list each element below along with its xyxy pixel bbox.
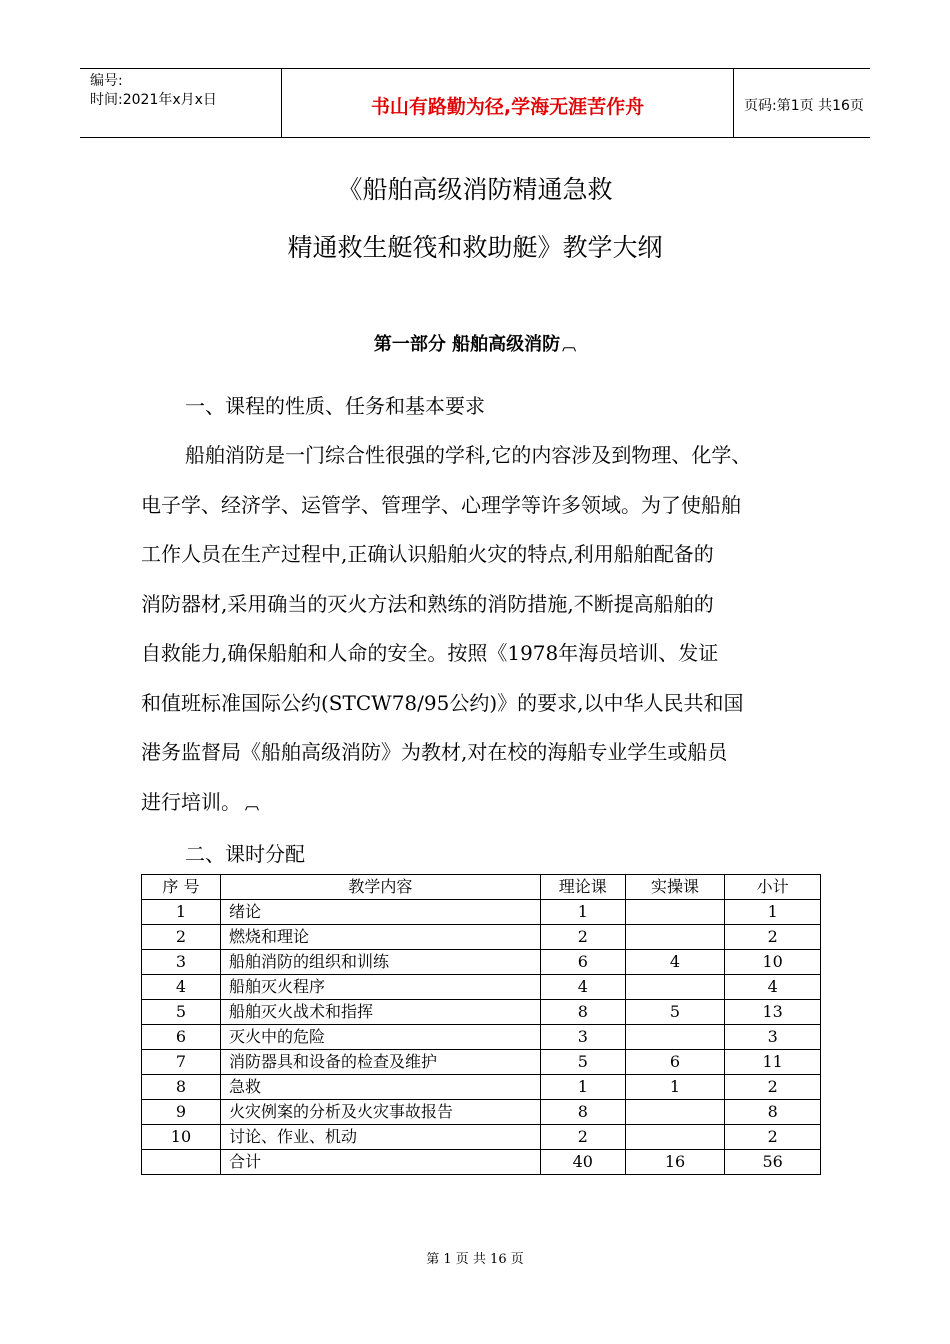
cell-content: 船舶灭火战术和指挥 — [220, 1000, 540, 1025]
table-row — [142, 1050, 821, 1075]
section-heading-1: 一、课程的性质、任务和基本要求 — [185, 394, 485, 418]
cell-subtotal: 13 — [725, 1000, 821, 1025]
cell-content: 合计 — [220, 1150, 540, 1175]
hours-table — [141, 874, 821, 1175]
cell-subtotal: 2 — [725, 1075, 821, 1100]
cell-practice — [625, 1125, 725, 1150]
table-row — [142, 900, 821, 925]
cell-practice — [625, 1100, 725, 1125]
cell-practice: 5 — [625, 1000, 725, 1025]
header-page-info: 页码:第1页 共16页 — [744, 98, 864, 114]
cell-number: 7 — [142, 1050, 221, 1075]
paragraph-line-last — [141, 778, 831, 831]
cell-content: 讨论、作业、机动 — [220, 1125, 540, 1150]
cell-content: 燃烧和理论 — [220, 925, 540, 950]
paragraph-line: 工作人员在生产过程中,正确认识船舶火灾的特点,利用船舶配备的 — [141, 542, 714, 566]
section-heading-2: 二、课时分配 — [185, 842, 305, 866]
table-row — [142, 1125, 821, 1150]
cell-practice: 6 — [625, 1050, 725, 1075]
cell-content: 消防器具和设备的检查及维护 — [220, 1050, 540, 1075]
header-motto: 书山有路勤为径,学海无涯苦作舟 — [281, 69, 734, 137]
col-header-practice: 实操课 — [625, 875, 725, 900]
cell-practice — [625, 1025, 725, 1050]
cell-subtotal: 2 — [725, 925, 821, 950]
part-heading-mark: ︹ — [562, 338, 577, 354]
cell-subtotal: 56 — [725, 1150, 821, 1175]
table-row — [142, 1025, 821, 1050]
col-header-subtotal: 小计 — [725, 875, 821, 900]
cell-number: 2 — [142, 925, 221, 950]
cell-subtotal: 3 — [725, 1025, 821, 1050]
paragraph-line: 船舶消防是一门综合性很强的学科,它的内容涉及到物理、化学、 — [185, 443, 752, 467]
cell-theory: 8 — [540, 1100, 625, 1125]
cell-content: 火灾例案的分析及火灾事故报告 — [220, 1100, 540, 1125]
cell-practice: 16 — [625, 1150, 725, 1175]
part-heading-text: 第一部分 船舶高级消防 — [373, 334, 561, 355]
cell-content: 船舶灭火程序 — [220, 975, 540, 1000]
cell-subtotal: 1 — [725, 900, 821, 925]
cell-number: 9 — [142, 1100, 221, 1125]
header-number: 编号: — [90, 73, 123, 89]
cell-subtotal: 4 — [725, 975, 821, 1000]
cell-subtotal: 11 — [725, 1050, 821, 1075]
cell-theory: 1 — [540, 900, 625, 925]
cell-theory: 4 — [540, 975, 625, 1000]
cell-content: 灭火中的危险 — [220, 1025, 540, 1050]
paragraph-line: 港务监督局《船舶高级消防》为教材,对在校的海船专业学生或船员 — [141, 740, 728, 764]
header-meta — [80, 69, 281, 137]
cell-theory: 3 — [540, 1025, 625, 1050]
paragraph-line: 自救能力,确保船舶和人命的安全。按照《1978年海员培训、发证 — [141, 641, 719, 665]
document-title-line2: 精通救生艇筏和救助艇》教学大纲 — [287, 233, 663, 262]
cell-content: 绪论 — [220, 900, 540, 925]
cell-practice — [625, 900, 725, 925]
cell-practice — [625, 975, 725, 1000]
cell-content: 船舶消防的组织和训练 — [220, 950, 540, 975]
cell-theory: 5 — [540, 1050, 625, 1075]
table-row — [142, 950, 821, 975]
body-paragraph — [141, 431, 831, 830]
col-header-number: 序 号 — [142, 875, 221, 900]
paragraph-line: 和值班标准国际公约(STCW78/95公约)》的要求,以中华人民共和国 — [141, 690, 744, 715]
table-row — [142, 925, 821, 950]
cell-number: 10 — [142, 1125, 221, 1150]
table-header-row — [142, 875, 821, 900]
cell-number: 4 — [142, 975, 221, 1000]
cell-practice — [625, 925, 725, 950]
cell-practice: 4 — [625, 950, 725, 975]
paragraph-line-text: 进行培训。 — [141, 789, 241, 814]
cell-subtotal: 8 — [725, 1100, 821, 1125]
document-title-line1: 《船舶高级消防精通急救 — [337, 175, 613, 204]
table-total-row — [142, 1150, 821, 1175]
cell-theory: 40 — [540, 1150, 625, 1175]
paragraph-line: 消防器材,采用确当的灭火方法和熟练的消防措施,不断提高船舶的 — [141, 591, 714, 616]
table-row — [142, 1075, 821, 1100]
cell-number: 8 — [142, 1075, 221, 1100]
page-header — [80, 68, 870, 138]
table-row — [142, 975, 821, 1000]
table-row — [142, 1100, 821, 1125]
cell-number: 5 — [142, 1000, 221, 1025]
header-time: 时间:2021年x月x日 — [90, 92, 217, 108]
cell-theory: 8 — [540, 1000, 625, 1025]
cell-theory: 2 — [540, 1125, 625, 1150]
cell-number: 1 — [142, 900, 221, 925]
cell-number: 6 — [142, 1025, 221, 1050]
cell-subtotal: 2 — [725, 1125, 821, 1150]
col-header-theory: 理论课 — [540, 875, 625, 900]
col-header-content: 教学内容 — [220, 875, 540, 900]
cell-theory: 1 — [540, 1075, 625, 1100]
cell-subtotal: 10 — [725, 950, 821, 975]
paragraph-mark: ︹ — [245, 796, 259, 813]
cell-content: 急救 — [220, 1075, 540, 1100]
cell-practice: 1 — [625, 1075, 725, 1100]
table-row — [142, 1000, 821, 1025]
page-footer: 第 1 页 共 16 页 — [426, 1252, 524, 1267]
cell-theory: 6 — [540, 950, 625, 975]
paragraph-line: 电子学、经济学、运管学、管理学、心理学等许多领域。为了使船舶 — [141, 492, 741, 517]
cell-number — [142, 1150, 221, 1175]
cell-number: 3 — [142, 950, 221, 975]
part-heading — [0, 330, 950, 356]
cell-theory: 2 — [540, 925, 625, 950]
